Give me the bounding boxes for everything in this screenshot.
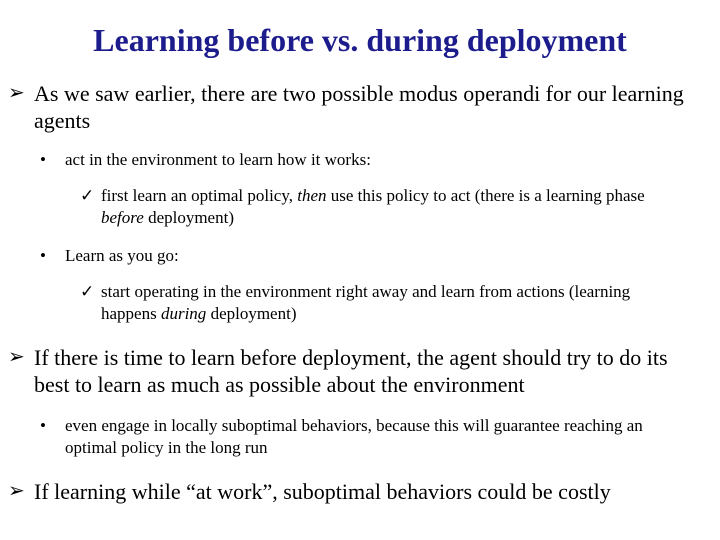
arrow-bullet-icon: ➢ (8, 480, 25, 502)
slide-title: Learning before vs. during deployment (93, 22, 627, 58)
dot-bullet-icon: • (40, 150, 46, 169)
sub-bullet-text: act in the environment to learn how it works: (65, 150, 371, 169)
sub-bullet-text: Learn as you go: (65, 246, 179, 265)
bullet-text: If learning while “at work”, suboptimal behaviors could be costly (34, 479, 611, 504)
sub-bullet-text: even engage in locally suboptimal behaviors, because this will guarantee reaching an optimal policy in the long run (65, 416, 643, 457)
check-icon: ✓ (80, 186, 95, 205)
check-text: start operating in the environment right away and learn from actions (learning happens during deployment) (101, 282, 631, 323)
dot-bullet-icon: • (40, 416, 46, 435)
check-icon: ✓ (80, 282, 95, 301)
arrow-bullet-icon: ➢ (8, 346, 25, 368)
dot-bullet-icon: • (40, 246, 46, 265)
arrow-bullet-icon: ➢ (8, 82, 25, 104)
bullet-text: As we saw earlier, there are two possible modus operandi for our learning agents (34, 81, 684, 133)
check-text: first learn an optimal policy, then use this policy to act (there is a learning phase before deployment) (101, 186, 645, 227)
bullet-text: If there is time to learn before deployment, the agent should try to do its best to learn as much as possible about the environment (34, 345, 668, 397)
